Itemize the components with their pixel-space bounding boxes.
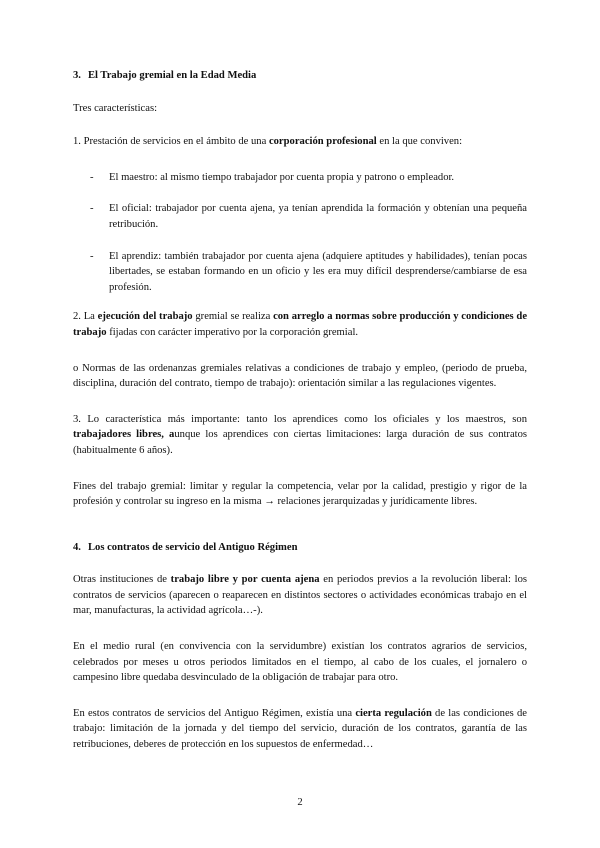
section-4-paragraph-3: En estos contratos de servicios del Antiguo Régimen, existía una cierta regulación de las condiciones de trabajo: limitación de la jornada y del tiempo del servicio, duración de los contratos, garantía de las retribuciones, deberes de protección en los supuestos de enfermedad… — [73, 707, 527, 751]
list-item-text: El aprendiz: también trabajador por cuenta ajena (adquiere aptitudes y habilidades), tenían pocas libertades, se estaban formando en un oficio y les era muy difícil desprenderse/cambiarse de esa profesión. — [109, 250, 527, 293]
section-3-paragraph-2: 2. La ejecución del trabajo gremial se realiza con arreglo a normas sobre producción y condiciones de trabajo fijadas con carácter imperativo por la corporación gremial. — [73, 311, 528, 338]
section-3-number: 3. — [73, 70, 81, 81]
list-item-text: El maestro: al mismo tiempo trabajador por cuenta propia y patrono o empleador. — [109, 171, 455, 183]
list-dash: - — [90, 171, 94, 183]
section-3-heading — [73, 68, 527, 84]
section-4-title: Los contratos de servicio del Antiguo Régimen — [87, 541, 298, 553]
section-3-normas-paragraph: o Normas de las ordenanzas gremiales relativas a condiciones de trabajo y empleo, (periodo de prueba, disciplina, duración del contrato, tiempo de trabajo): orientación similar a las regulaciones vigentes. — [73, 362, 527, 390]
list-dash: - — [90, 250, 94, 262]
section-3-intro: Tres características: — [73, 102, 158, 114]
page-number: 2 — [297, 797, 303, 808]
list-item — [73, 170, 527, 186]
page-content — [73, 68, 527, 753]
list-item-text: El oficial: trabajador por cuenta ajena, ya tenían aprendida la formación y obtenían una pequeña retribución. — [109, 203, 527, 230]
section-4-number: 4. — [73, 541, 81, 553]
section-4-paragraph-1: Otras instituciones de trabajo libre y por cuenta ajena en periodos previos a la revolución liberal: los contratos de servicios (aparecen o reaparecen en distintos sectores o actividades económicas trabajo en el mar, manufacturas, la actividad agrícola…-). — [73, 574, 528, 617]
list-dash: - — [90, 203, 94, 215]
section-3-title: El Trabajo gremial en la Edad Media — [87, 70, 257, 81]
section-3-paragraph-3: 3. Lo característica más importante: tanto los aprendices como los oficiales y los maestros, son trabajadores libres, aunque los aprendices con ciertas limitaciones: larga duración de sus contratos (habitualmente 6 años). — [73, 413, 528, 456]
section-3-fines-paragraph: Fines del trabajo gremial: limitar y regular la competencia, velar por la calidad, prestigio y rigor de la profesión y controlar su ingreso en la misma → relaciones jerarquizadas y jurídicamente libres. — [73, 480, 527, 508]
section-4-paragraph-2: En el medio rural (en convivencia con la servidumbre) existían los contratos agrarios de servicios, celebrados por meses u otros periodos limitados en el tiempo, al cabo de los cuales, el jornalero o campesino libre quedaba desvinculado de la obligación de trabajar para otro. — [73, 641, 527, 684]
section-3-paragraph-1: 1. Prestación de servicios en el ámbito de una corporación profesional en la que conviven: — [73, 136, 463, 148]
roles-list — [73, 170, 527, 296]
list-item — [73, 201, 527, 232]
list-item — [73, 249, 527, 296]
bold-term: corporación profesional — [268, 136, 377, 148]
section-4-heading — [73, 540, 527, 556]
